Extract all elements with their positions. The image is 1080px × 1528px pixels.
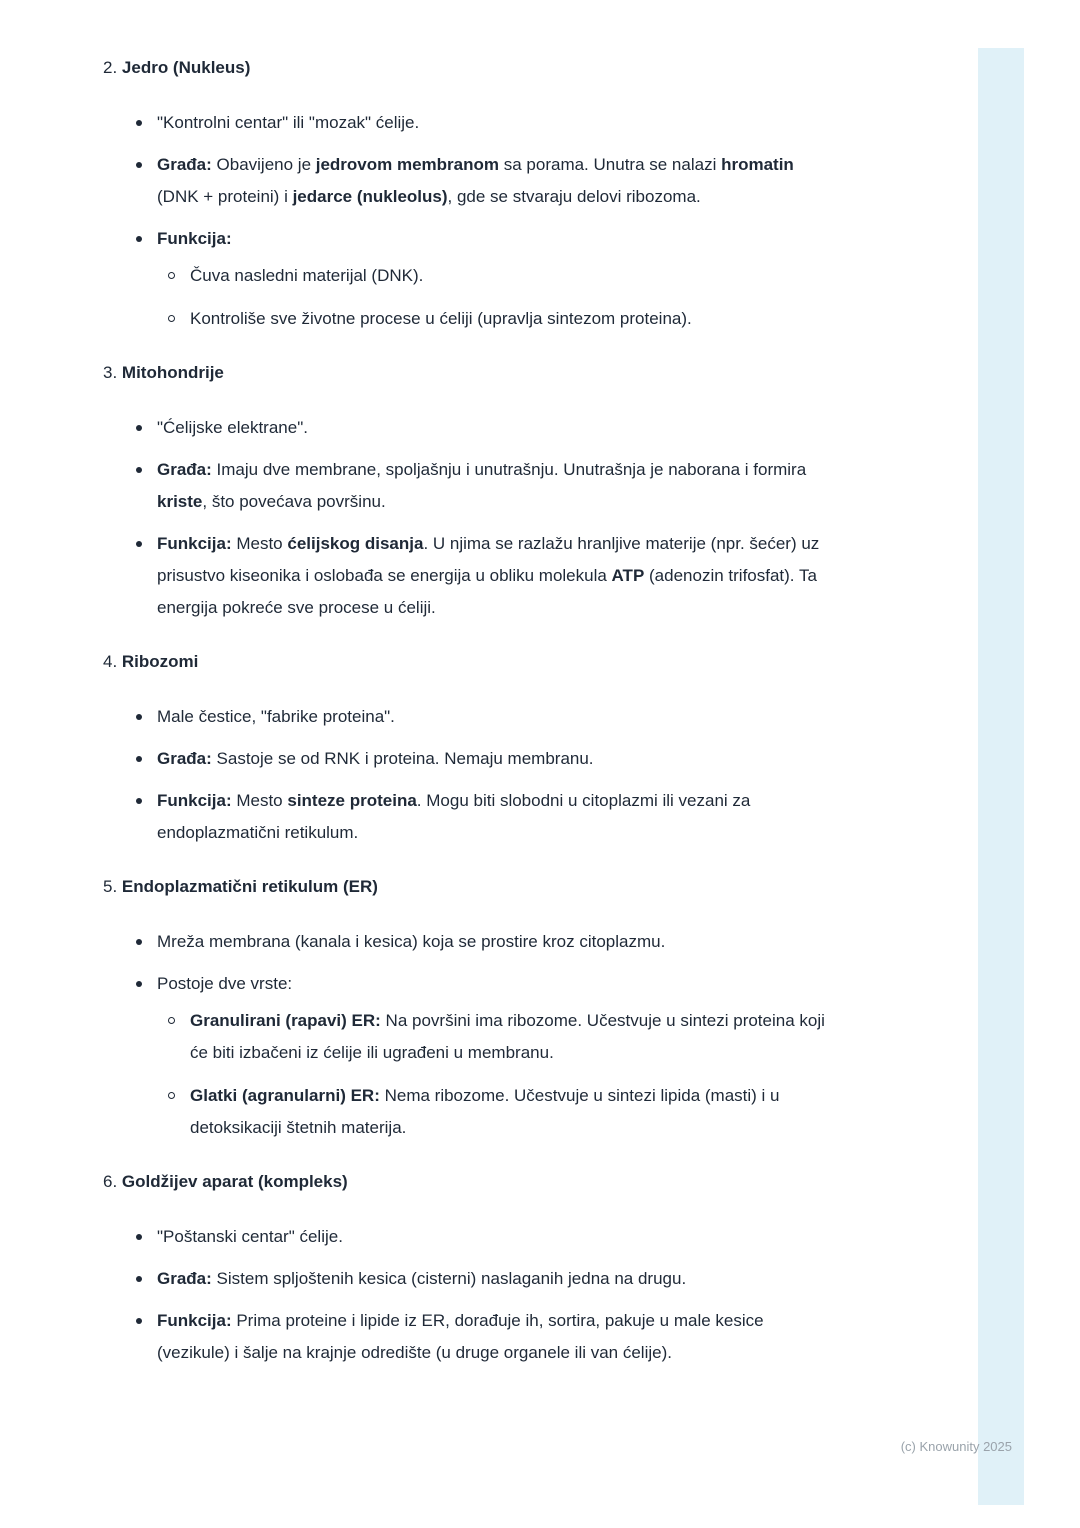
section-number: 2.	[103, 58, 122, 77]
text-run: Mesto	[231, 791, 288, 810]
list-item-text	[157, 107, 419, 139]
section-ribozomi	[103, 646, 1080, 849]
bold-text-run: hromatin	[721, 155, 794, 174]
list-item-body	[157, 107, 419, 139]
list-item-text	[157, 785, 833, 849]
text-run: Mesto	[231, 534, 288, 553]
sub-list-item	[157, 260, 692, 292]
list-item	[103, 528, 1080, 624]
circle-bullet-icon	[168, 272, 175, 279]
bullet-icon	[136, 756, 142, 762]
section-number: 5.	[103, 877, 122, 896]
list-item-body	[157, 528, 833, 624]
bullet-icon	[136, 798, 142, 804]
list-item	[103, 1221, 1080, 1253]
list-item-text	[157, 1263, 686, 1295]
text-run: "Kontrolni centar" ili "mozak" ćelije.	[157, 113, 420, 132]
list-item-text	[190, 1005, 833, 1069]
list-item-body	[190, 260, 423, 292]
list-item-body	[190, 303, 692, 335]
section-mitohondrije	[103, 357, 1080, 624]
text-run: sa porama. Unutra se nalazi	[499, 155, 722, 174]
watermark: (c) Knowunity 2025	[900, 1439, 1012, 1454]
list-item-body	[157, 1263, 686, 1295]
bullet-list	[103, 701, 1080, 849]
bullet-icon	[136, 467, 142, 473]
sub-bullet-list	[157, 1005, 833, 1144]
bullet-list	[103, 107, 1080, 335]
text-run: Sistem spljoštenih kesica (cisterni) naslaganih jedna na drugu.	[211, 1269, 687, 1288]
bullet-icon	[136, 714, 142, 720]
list-item-text	[157, 968, 833, 1000]
text-run: Čuva nasledni materijal (DNK).	[190, 266, 424, 285]
text-run: (DNK + proteini) i	[157, 187, 293, 206]
bold-text-run: sinteze proteina	[287, 791, 417, 810]
list-item	[103, 454, 1080, 518]
list-item-body	[157, 785, 833, 849]
bold-text-run: ATP	[611, 566, 645, 585]
bold-text-run: Funkcija:	[157, 791, 232, 810]
text-run: Nema ribozome. Učestvuje u sintezi lipida (masti) i u detoksikaciji štetnih materija.	[190, 1086, 780, 1137]
bullet-list	[103, 926, 1080, 1144]
circle-bullet-icon	[168, 1092, 175, 1099]
text-run: "Ćelijske elektrane".	[157, 418, 308, 437]
bold-text-run: jedarce (nukleolus)	[292, 187, 448, 206]
list-item-body	[157, 926, 665, 958]
text-run: Postoje dve vrste:	[157, 974, 293, 993]
bullet-icon	[136, 541, 142, 547]
section-heading	[103, 646, 1080, 678]
sub-list-item	[157, 303, 692, 335]
sub-list-item	[157, 1080, 833, 1144]
sub-bullet-list	[157, 260, 692, 335]
list-item-text	[157, 223, 692, 255]
bullet-icon	[136, 1276, 142, 1282]
sub-list-item	[157, 1005, 833, 1069]
bullet-list	[103, 412, 1080, 624]
bold-text-run: Funkcija:	[157, 1311, 232, 1330]
text-run: Male čestice, "fabrike proteina".	[157, 707, 395, 726]
list-item	[103, 785, 1080, 849]
list-item-body	[157, 454, 833, 518]
section-jedro-nukleus	[103, 52, 1080, 335]
bullet-icon	[136, 1234, 142, 1240]
bold-text-run: Građa:	[157, 460, 212, 479]
list-item	[103, 926, 1080, 958]
list-item	[103, 412, 1080, 444]
text-run: Prima proteine i lipide iz ER, dorađuje ih, sortira, pakuje u male kesice (vezikule) i šalje na krajnje odredište (u druge organele ili van ćelije).	[157, 1311, 764, 1362]
list-item	[103, 1263, 1080, 1295]
list-item-text	[157, 412, 308, 444]
circle-bullet-icon	[168, 1017, 175, 1024]
text-run: , gde se stvaraju delovi ribozoma.	[447, 187, 701, 206]
section-number: 6.	[103, 1172, 122, 1191]
bold-text-run: Funkcija:	[157, 534, 232, 553]
bullet-icon	[136, 1318, 142, 1324]
section-endoplazmaticni-retikulum	[103, 871, 1080, 1144]
text-run: (adenozin trifosfat). Ta energija pokreće sve procese u ćeliji.	[157, 566, 817, 617]
section-heading	[103, 1166, 1080, 1198]
list-item-text	[157, 454, 833, 518]
list-item-text	[157, 926, 665, 958]
list-item-body	[157, 412, 308, 444]
list-item-body	[157, 743, 594, 775]
section-heading	[103, 871, 1080, 903]
bullet-icon	[136, 425, 142, 431]
list-item-body	[190, 1005, 833, 1069]
text-run: Imaju dve membrane, spoljašnju i unutrašnju. Unutrašnja je naborana i formira	[211, 460, 807, 479]
bullet-icon	[136, 236, 142, 242]
bold-text-run: Granulirani (rapavi) ER:	[190, 1011, 381, 1030]
text-run: . Mogu biti slobodni u citoplazmi ili vezani za endoplazmatični retikulum.	[157, 791, 751, 842]
list-item-body	[157, 701, 395, 733]
bullet-list	[103, 1221, 1080, 1369]
bold-text-run: Građa:	[157, 155, 212, 174]
list-item	[103, 968, 1080, 1144]
text-run: Obavijeno je	[211, 155, 316, 174]
list-item-body	[157, 223, 692, 335]
list-item	[103, 701, 1080, 733]
text-run: "Poštanski centar" ćelije.	[157, 1227, 343, 1246]
section-title: Endoplazmatični retikulum (ER)	[121, 877, 378, 896]
text-run: , što povećava površinu.	[202, 492, 386, 511]
bullet-icon	[136, 120, 142, 126]
section-goldzijev-aparat	[103, 1166, 1080, 1369]
list-item-text	[157, 743, 594, 775]
circle-bullet-icon	[168, 315, 175, 322]
text-run: Na površini ima ribozome. Učestvuje u sintezi proteina koji će biti izbačeni iz ćelije ili ugrađeni u membranu.	[190, 1011, 825, 1062]
text-run: . U njima se razlažu hranljive materije (npr. šećer) uz prisustvo kiseonika i oslobađa se energija u obliku molekula	[157, 534, 820, 585]
text-run: Sastoje se od RNK i proteina. Nemaju membranu.	[211, 749, 594, 768]
bold-text-run: Građa:	[157, 749, 212, 768]
list-item-text	[157, 1221, 343, 1253]
list-item-body	[157, 1221, 343, 1253]
list-item-body	[190, 1080, 833, 1144]
bullet-icon	[136, 939, 142, 945]
list-item	[103, 223, 1080, 335]
list-item-text	[157, 701, 395, 733]
bold-text-run: jedrovom membranom	[315, 155, 500, 174]
bold-text-run: Građa:	[157, 1269, 212, 1288]
section-heading	[103, 357, 1080, 389]
bold-text-run: Glatki (agranularni) ER:	[190, 1086, 380, 1105]
list-item-body	[157, 968, 833, 1144]
section-title: Jedro (Nukleus)	[121, 58, 251, 77]
list-item-body	[157, 149, 833, 213]
list-item-text	[190, 1080, 833, 1144]
list-item	[103, 149, 1080, 213]
section-number: 3.	[103, 363, 122, 382]
list-item-text	[157, 1305, 833, 1369]
list-item	[103, 107, 1080, 139]
list-item	[103, 1305, 1080, 1369]
list-item-body	[157, 1305, 833, 1369]
list-item-text	[190, 303, 692, 335]
list-item-text	[190, 260, 423, 292]
bullet-icon	[136, 981, 142, 987]
section-title: Mitohondrije	[121, 363, 224, 382]
section-number: 4.	[103, 652, 122, 671]
section-heading	[103, 52, 1080, 84]
text-run: Kontroliše sve životne procese u ćeliji (upravlja sintezom proteina).	[190, 309, 692, 328]
bullet-icon	[136, 162, 142, 168]
list-item-text	[157, 528, 833, 624]
section-title: Ribozomi	[121, 652, 199, 671]
text-run: Mreža membrana (kanala i kesica) koja se prostire kroz citoplazmu.	[157, 932, 666, 951]
list-item-text	[157, 149, 833, 213]
list-item	[103, 743, 1080, 775]
bold-text-run: ćelijskog disanja	[287, 534, 424, 553]
bold-text-run: kriste	[157, 492, 203, 511]
bold-text-run: Funkcija:	[157, 229, 232, 248]
section-title: Goldžijev aparat (kompleks)	[121, 1172, 348, 1191]
